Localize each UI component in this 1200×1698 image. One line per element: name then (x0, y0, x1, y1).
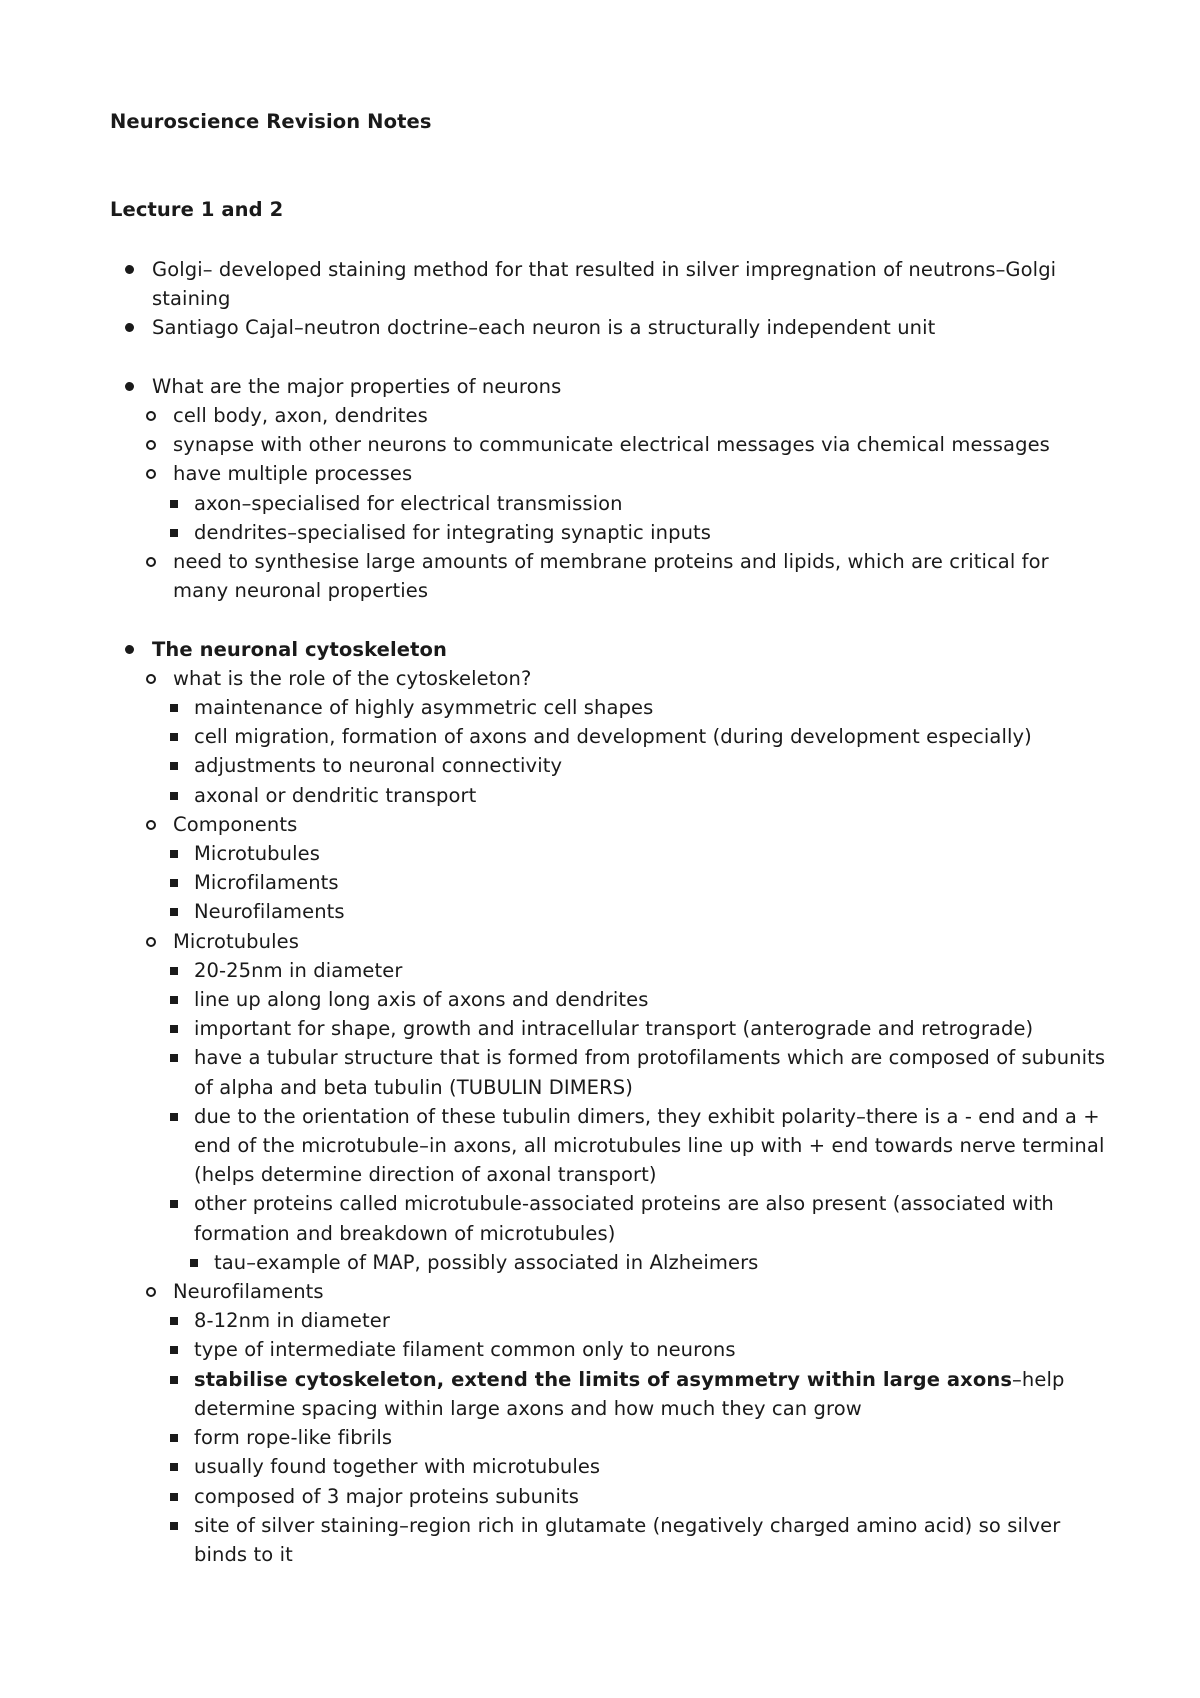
filled-circle-bullet-icon (125, 645, 134, 654)
hollow-circle-bullet-icon (146, 820, 156, 830)
list-item-text: Neurofilaments (173, 1280, 324, 1304)
list-item-text: important for shape, growth and intracellular transport (anterograde and retrograde) (194, 1017, 1034, 1041)
square-bullet-icon (170, 1113, 178, 1121)
list-item-text: Neurofilaments (194, 900, 345, 924)
list-item-text: Microfilaments (194, 871, 339, 895)
list-item (0, 1365, 1200, 1423)
list-item (0, 1452, 1200, 1481)
list-item-text: tau–example of MAP, possibly associated in Alzheimers (214, 1250, 759, 1274)
list-item (0, 1306, 1200, 1335)
list-item (0, 1511, 1200, 1569)
square-bullet-icon (170, 1200, 178, 1208)
list-item (0, 781, 1200, 810)
square-bullet-icon (170, 733, 178, 741)
list-item-text: form rope-like fibrils (194, 1426, 393, 1450)
list-item-text: What are the major properties of neurons (152, 374, 562, 398)
list-item-text (194, 1365, 1110, 1423)
list-item (0, 1277, 1200, 1306)
list-item-text: adjustments to neuronal connectivity (194, 754, 563, 778)
list-item-text: cell migration, formation of axons and development (during development especially) (194, 725, 1032, 749)
list-item-text: usually found together with microtubules (194, 1455, 601, 1479)
square-bullet-icon (170, 1346, 178, 1354)
list-item-rest-text: –help determine spacing within large axons and how much they can grow (194, 1367, 1065, 1420)
list-item-text: have a tubular structure that is formed from protofilaments which are composed of subunits of alpha and beta tubulin (TUBULIN DIMERS) (194, 1046, 1106, 1099)
blank-line (0, 605, 1200, 634)
hollow-circle-bullet-icon (146, 674, 156, 684)
list-item (0, 1248, 1200, 1277)
list-item-text: axonal or dendritic transport (194, 783, 477, 807)
square-bullet-icon (170, 967, 178, 975)
square-bullet-icon (170, 792, 178, 800)
list-item-text: maintenance of highly asymmetric cell shapes (194, 696, 654, 720)
square-bullet-icon (170, 850, 178, 858)
hollow-circle-bullet-icon (146, 937, 156, 947)
list-item (0, 1423, 1200, 1452)
list-item-text: Santiago Cajal–neutron doctrine–each neuron is a structurally independent unit (152, 316, 936, 340)
list-item (0, 810, 1200, 839)
list-item-text: due to the orientation of these tubulin dimers, they exhibit polarity–there is a - end and a + end of the microtubule–in axons, all microtubules line up with + end towards nerve terminal (helps determine direction of axonal transport) (194, 1104, 1105, 1187)
hollow-circle-bullet-icon (146, 411, 156, 421)
list-item (0, 664, 1200, 693)
hollow-circle-bullet-icon (146, 557, 156, 567)
square-bullet-icon (170, 1317, 178, 1325)
list-item (0, 1102, 1200, 1190)
square-bullet-icon (170, 704, 178, 712)
filled-circle-bullet-icon (125, 265, 134, 274)
list-item (0, 1189, 1200, 1247)
list-item (0, 839, 1200, 868)
hollow-circle-bullet-icon (146, 1287, 156, 1297)
list-item-text: synapse with other neurons to communicate electrical messages via chemical messages (173, 433, 1050, 457)
square-bullet-icon (170, 1434, 178, 1442)
list-item (0, 897, 1200, 926)
bold-phrase: stabilise cytoskeleton, extend the limits of asymmetry within large axons (194, 1367, 1013, 1391)
notes-list (0, 255, 1200, 1569)
list-item-text: Microtubules (173, 929, 299, 953)
list-item (0, 693, 1200, 722)
list-item-text: Microtubules (194, 842, 320, 866)
list-item-text: 8-12nm in diameter (194, 1309, 390, 1333)
square-bullet-icon (170, 908, 178, 916)
list-item-text: line up along long axis of axons and dendrites (194, 988, 649, 1012)
filled-circle-bullet-icon (125, 323, 134, 332)
list-item-text: other proteins called microtubule-associated proteins are also present (associated with formation and breakdown of microtubules) (194, 1192, 1054, 1245)
square-bullet-icon (170, 1025, 178, 1033)
list-item (0, 401, 1200, 430)
list-item-text: what is the role of the cytoskeleton? (173, 666, 532, 690)
square-bullet-icon (170, 500, 178, 508)
list-item-text: need to synthesise large amounts of membrane proteins and lipids, which are critical for many neuronal properties (173, 550, 1049, 603)
square-bullet-icon (170, 1376, 178, 1384)
square-bullet-icon (190, 1259, 198, 1267)
list-item (0, 956, 1200, 985)
list-item (0, 489, 1200, 518)
list-item (0, 868, 1200, 897)
list-item-text: site of silver staining–region rich in glutamate (negatively charged amino acid) so silver binds to it (194, 1513, 1061, 1566)
square-bullet-icon (170, 529, 178, 537)
list-item (0, 1335, 1200, 1364)
hollow-circle-bullet-icon (146, 440, 156, 450)
list-item-text: dendrites–specialised for integrating synaptic inputs (194, 520, 712, 544)
list-item-text: composed of 3 major proteins subunits (194, 1484, 580, 1508)
list-item-text: cell body, axon, dendrites (173, 404, 428, 427)
square-bullet-icon (170, 1522, 178, 1530)
list-item-text: Components (173, 812, 298, 836)
square-bullet-icon (170, 1463, 178, 1471)
square-bullet-icon (170, 762, 178, 770)
list-item (0, 635, 1200, 664)
square-bullet-icon (170, 879, 178, 887)
list-item (0, 547, 1200, 605)
list-item-text: have multiple processes (173, 462, 413, 486)
list-item (0, 313, 1200, 342)
section-heading: Lecture 1 and 2 (110, 198, 284, 221)
filled-circle-bullet-icon (125, 382, 134, 391)
list-item-text: 20-25nm in diameter (194, 958, 403, 982)
list-item (0, 927, 1200, 956)
list-item (0, 430, 1200, 459)
list-item-text: The neuronal cytoskeleton (152, 637, 447, 661)
list-item (0, 1014, 1200, 1043)
list-item (0, 722, 1200, 751)
list-item (0, 985, 1200, 1014)
square-bullet-icon (170, 996, 178, 1004)
document-title: Neuroscience Revision Notes (110, 110, 432, 133)
square-bullet-icon (170, 1493, 178, 1501)
blank-line (0, 343, 1200, 372)
list-item (0, 255, 1200, 313)
list-item (0, 751, 1200, 780)
square-bullet-icon (170, 1054, 178, 1062)
list-item (0, 372, 1200, 401)
list-item (0, 518, 1200, 547)
hollow-circle-bullet-icon (146, 469, 156, 479)
list-item-text: type of intermediate filament common only to neurons (194, 1338, 736, 1362)
list-item-text: axon–specialised for electrical transmission (194, 491, 623, 515)
list-item (0, 1043, 1200, 1101)
list-item (0, 1482, 1200, 1511)
list-item-text: Golgi– developed staining method for that resulted in silver impregnation of neutrons–Golgi staining (152, 258, 1057, 311)
list-item (0, 459, 1200, 488)
